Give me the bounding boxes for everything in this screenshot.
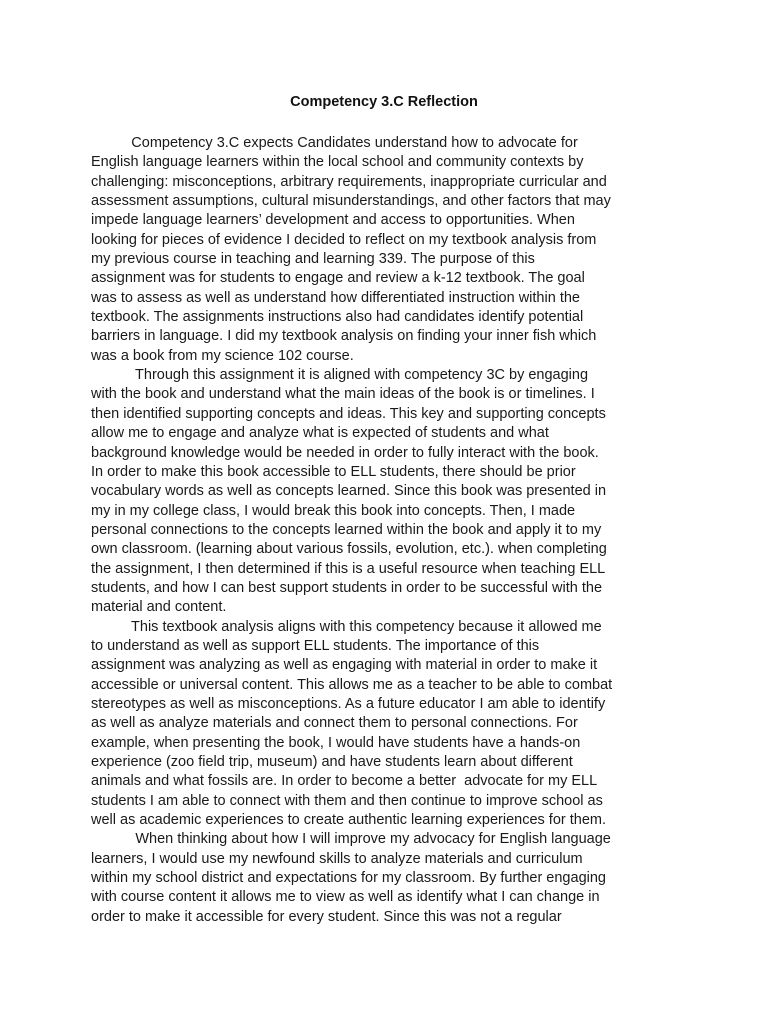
text-line: looking for pieces of evidence I decided to reflect on my textbook analysis from — [91, 231, 597, 248]
text-line: impede language learners’ development and access to opportunities. When — [91, 212, 575, 229]
text-line: assignment was for students to engage and review a k-12 textbook. The goal — [91, 270, 585, 287]
text-line: order to make it accessible for every student. Since this was not a regular — [91, 908, 562, 925]
text-line: accessible or universal content. This allows me as a teacher to be able to combat — [91, 676, 613, 693]
text-line: This textbook analysis aligns with this competency because it allowed me — [91, 618, 602, 635]
text-line: textbook. The assignments instructions also had candidates identify potential — [91, 309, 584, 326]
text-line: barriers in language. I did my textbook analysis on finding your inner fish which — [91, 328, 597, 345]
text-line: English language learners within the local school and community contexts by — [91, 154, 584, 171]
text-line: material and content. — [91, 599, 227, 616]
text-line: assignment was analyzing as well as engaging with material in order to make it — [91, 657, 598, 674]
text-line: When thinking about how I will improve my advocacy for English language — [91, 831, 611, 848]
text-line: Through this assignment it is aligned with competency 3C by engaging — [91, 367, 589, 384]
text-line: assessment assumptions, cultural misunderstandings, and other factors that may — [91, 193, 611, 210]
text-line: challenging: misconceptions, arbitrary requirements, inappropriate curricular and — [91, 173, 607, 190]
text-line: was to assess as well as understand how differentiated instruction within the — [91, 289, 580, 306]
text-line: with the book and understand what the main ideas of the book is or timelines. I — [91, 386, 595, 403]
text-line: students I am able to connect with them and then continue to improve school as — [91, 792, 603, 809]
text-line: stereotypes as well as misconceptions. As a future educator I am able to identify — [91, 695, 606, 712]
text-line: background knowledge would be needed in order to fully interact with the book. — [91, 444, 599, 461]
text-line: then identified supporting concepts and ideas. This key and supporting concepts — [91, 405, 606, 422]
text-line: with course content it allows me to view as well as identify what I can change in — [91, 889, 600, 906]
text-line: Competency 3.C expects Candidates understand how to advocate for — [91, 135, 578, 151]
text-line: well as academic experiences to create authentic learning experiences for them. — [91, 812, 607, 829]
text-line: the assignment, I then determined if this is a useful resource when teaching ELL — [91, 560, 606, 577]
text-line: vocabulary words as well as concepts learned. Since this book was presented in — [91, 483, 607, 500]
text-line: my previous course in teaching and learning 339. The purpose of this — [91, 251, 535, 268]
document-body — [91, 134, 691, 927]
text-line: learners, I would use my newfound skills to analyze materials and curriculum — [91, 850, 583, 867]
text-line: personal connections to the concepts learned within the book and apply it to my — [91, 521, 602, 538]
text-line: allow me to engage and analyze what is expected of students and what — [91, 425, 549, 442]
text-line: within my school district and expectations for my classroom. By further engaging — [91, 870, 606, 887]
text-line: was a book from my science 102 course. — [91, 347, 354, 364]
text-line: students, and how I can best support students in order to be successful with the — [91, 579, 603, 596]
text-line: own classroom. (learning about various fossils, evolution, etc.). when completing — [91, 541, 607, 558]
text-line: experience (zoo field trip, museum) and have students learn about different — [91, 754, 573, 770]
text-line: In order to make this book accessible to ELL students, there should be prior — [91, 463, 576, 480]
text-line: example, when presenting the book, I would have students have a hands-on — [91, 734, 581, 751]
text-line: as well as analyze materials and connect them to personal connections. For — [91, 715, 578, 732]
text-line: animals and what fossils are. In order to become a better advocate for my ELL — [91, 773, 598, 790]
text-line: my in my college class, I would break this book into concepts. Then, I made — [91, 502, 576, 519]
text-line: to understand as well as support ELL students. The importance of this — [91, 637, 540, 654]
document-title: Competency 3.C Reflection — [290, 94, 478, 110]
